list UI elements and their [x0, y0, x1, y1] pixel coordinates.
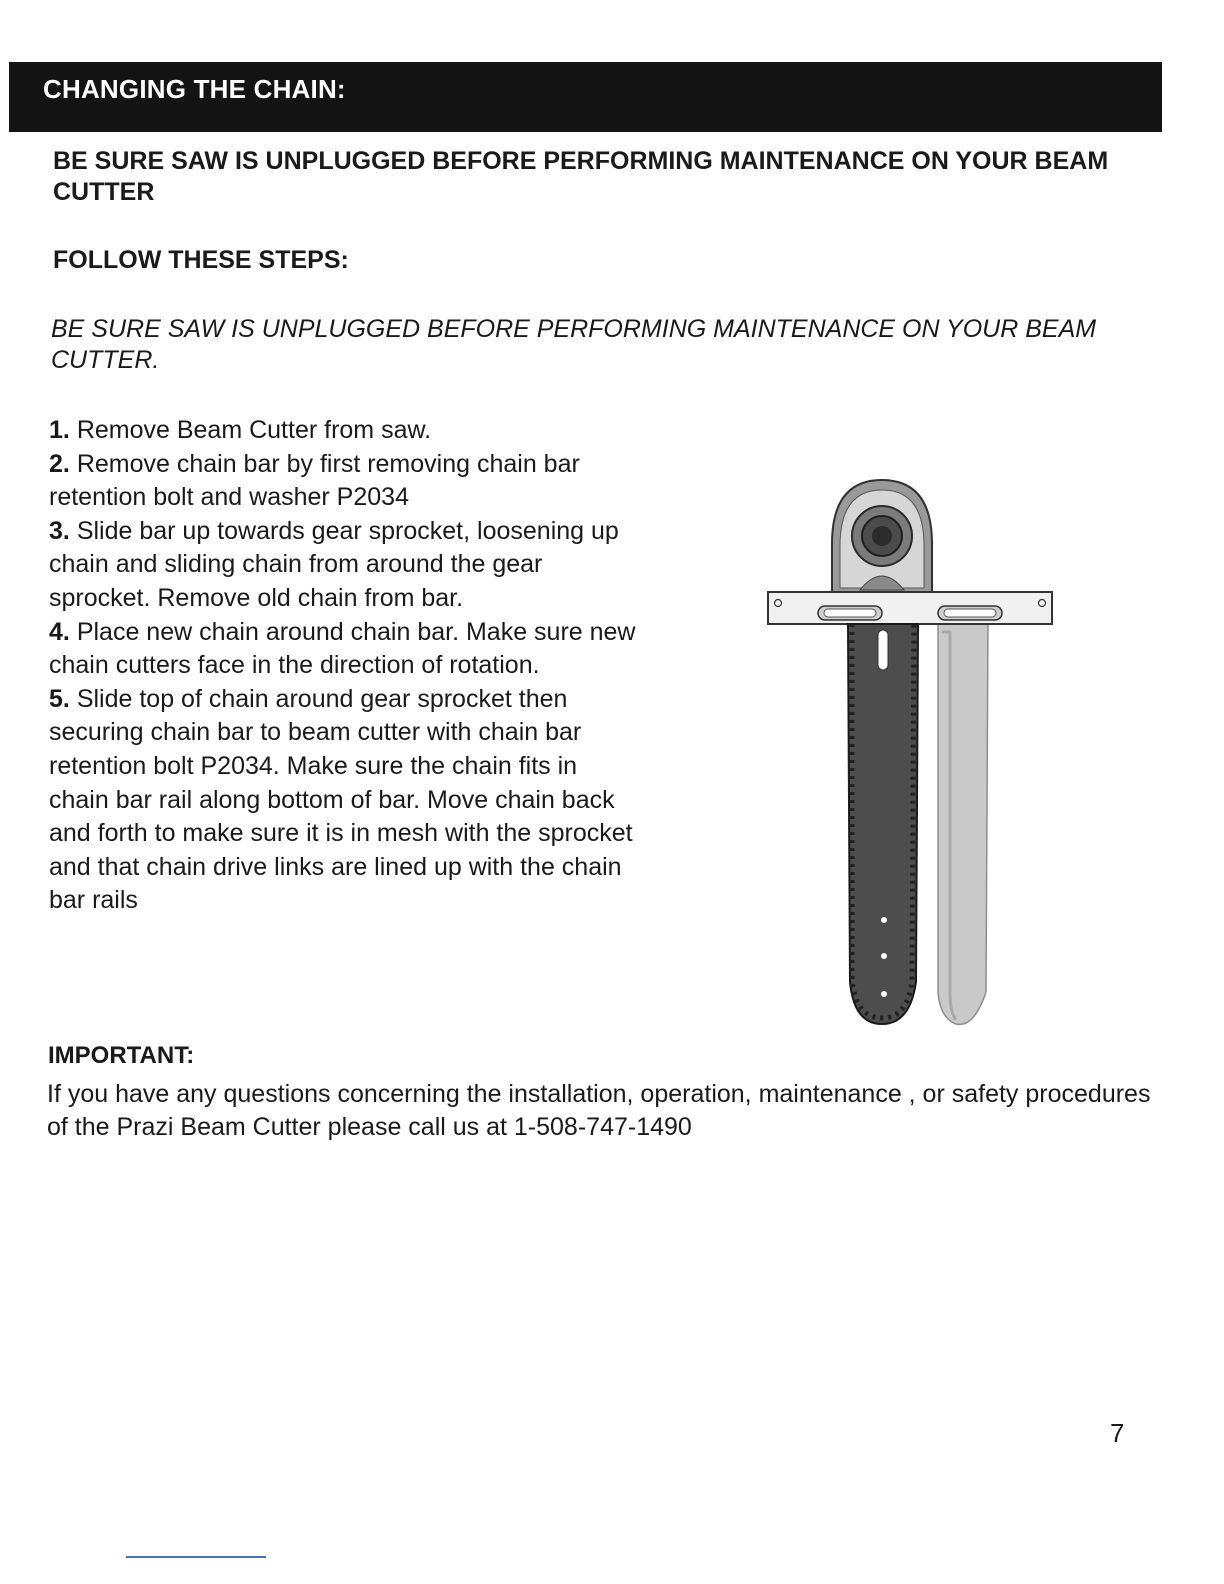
- chain-bar-assembly-illustration: [760, 472, 1060, 1032]
- step-item: [49, 616, 639, 683]
- step-number: 4.: [49, 617, 70, 646]
- important-heading: IMPORTANT:: [48, 1042, 195, 1069]
- step-number: 1.: [49, 416, 70, 444]
- step-text: Slide top of chain around gear sprocket then securing chain bar to beam cutter with chain bar retention bolt P2034. Make sure the chain fits in chain bar rail along bottom of bar. Move chain back and forth to make sure it is in mesh with the sprocket and that chain drive links are lined up with the chain bar rails: [49, 684, 633, 915]
- important-body: If you have any questions concerning the installation, operation, maintenance , or safety procedures of the Prazi Beam Cutter please call us at 1-508-747-1490: [47, 1080, 1151, 1141]
- step-text: Place new chain around chain bar. Make sure new chain cutters face in the direction of rotation.: [49, 617, 636, 680]
- step-text: Remove Beam Cutter from saw.: [76, 416, 432, 444]
- section-title: CHANGING THE CHAIN:: [43, 74, 346, 104]
- unplug-warning-italic: BE SURE SAW IS UNPLUGGED BEFORE PERFORMING MAINTENANCE ON YOUR BEAM CUTTER.: [51, 315, 1097, 374]
- step-item: [49, 515, 639, 616]
- step-item: [49, 448, 639, 515]
- steps-heading: FOLLOW THESE STEPS:: [53, 246, 349, 274]
- section-header-bar: [9, 62, 1162, 132]
- footer-rule: [126, 1556, 266, 1558]
- step-number: 5.: [49, 684, 70, 713]
- step-text: Slide bar up towards gear sprocket, loosening up chain and sliding chain from around the gear sprocket. Remove old chain from bar.: [49, 516, 619, 612]
- step-number: 2.: [49, 449, 70, 478]
- unplug-warning: BE SURE SAW IS UNPLUGGED BEFORE PERFORMING MAINTENANCE ON YOUR BEAM CUTTER: [53, 147, 1109, 206]
- step-text: Remove chain bar by first removing chain bar retention bolt and washer P2034: [49, 449, 580, 512]
- step-number: 3.: [49, 516, 70, 545]
- page-number: 7: [1110, 1418, 1125, 1448]
- steps-list: [49, 414, 639, 918]
- step-item: [49, 414, 639, 448]
- step-item: [49, 683, 639, 918]
